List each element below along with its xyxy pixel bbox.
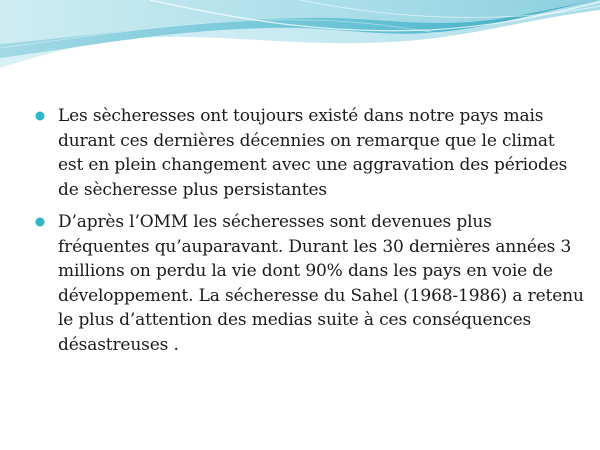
bullet-list bbox=[36, 104, 584, 357]
bullet-item-2 bbox=[36, 210, 584, 357]
content-area bbox=[36, 104, 584, 365]
bullet-text-1: Les sècheresses ont toujours existé dans notre pays mais durant ces dernières décennies on remarque que le climat est en plein changement avec une aggravation des périodes de sècheresse plus persistantes bbox=[58, 106, 568, 200]
wave-header-decoration bbox=[0, 0, 600, 90]
bullet-dot-icon bbox=[36, 218, 44, 226]
bullet-text-2: D’après l’OMM les sécheresses sont devenues plus fréquentes qu’auparavant. Durant les 30 dernières années 3 millions on perdu la vie dont 90% dans les pays en voie de développement. La sécheresse du Sahel (1968-1986) a retenu le plus d’attention des medias suite à ces conséquences désastreuses . bbox=[58, 212, 584, 355]
bullet-dot-icon bbox=[36, 112, 44, 120]
bullet-item-1 bbox=[36, 104, 584, 202]
